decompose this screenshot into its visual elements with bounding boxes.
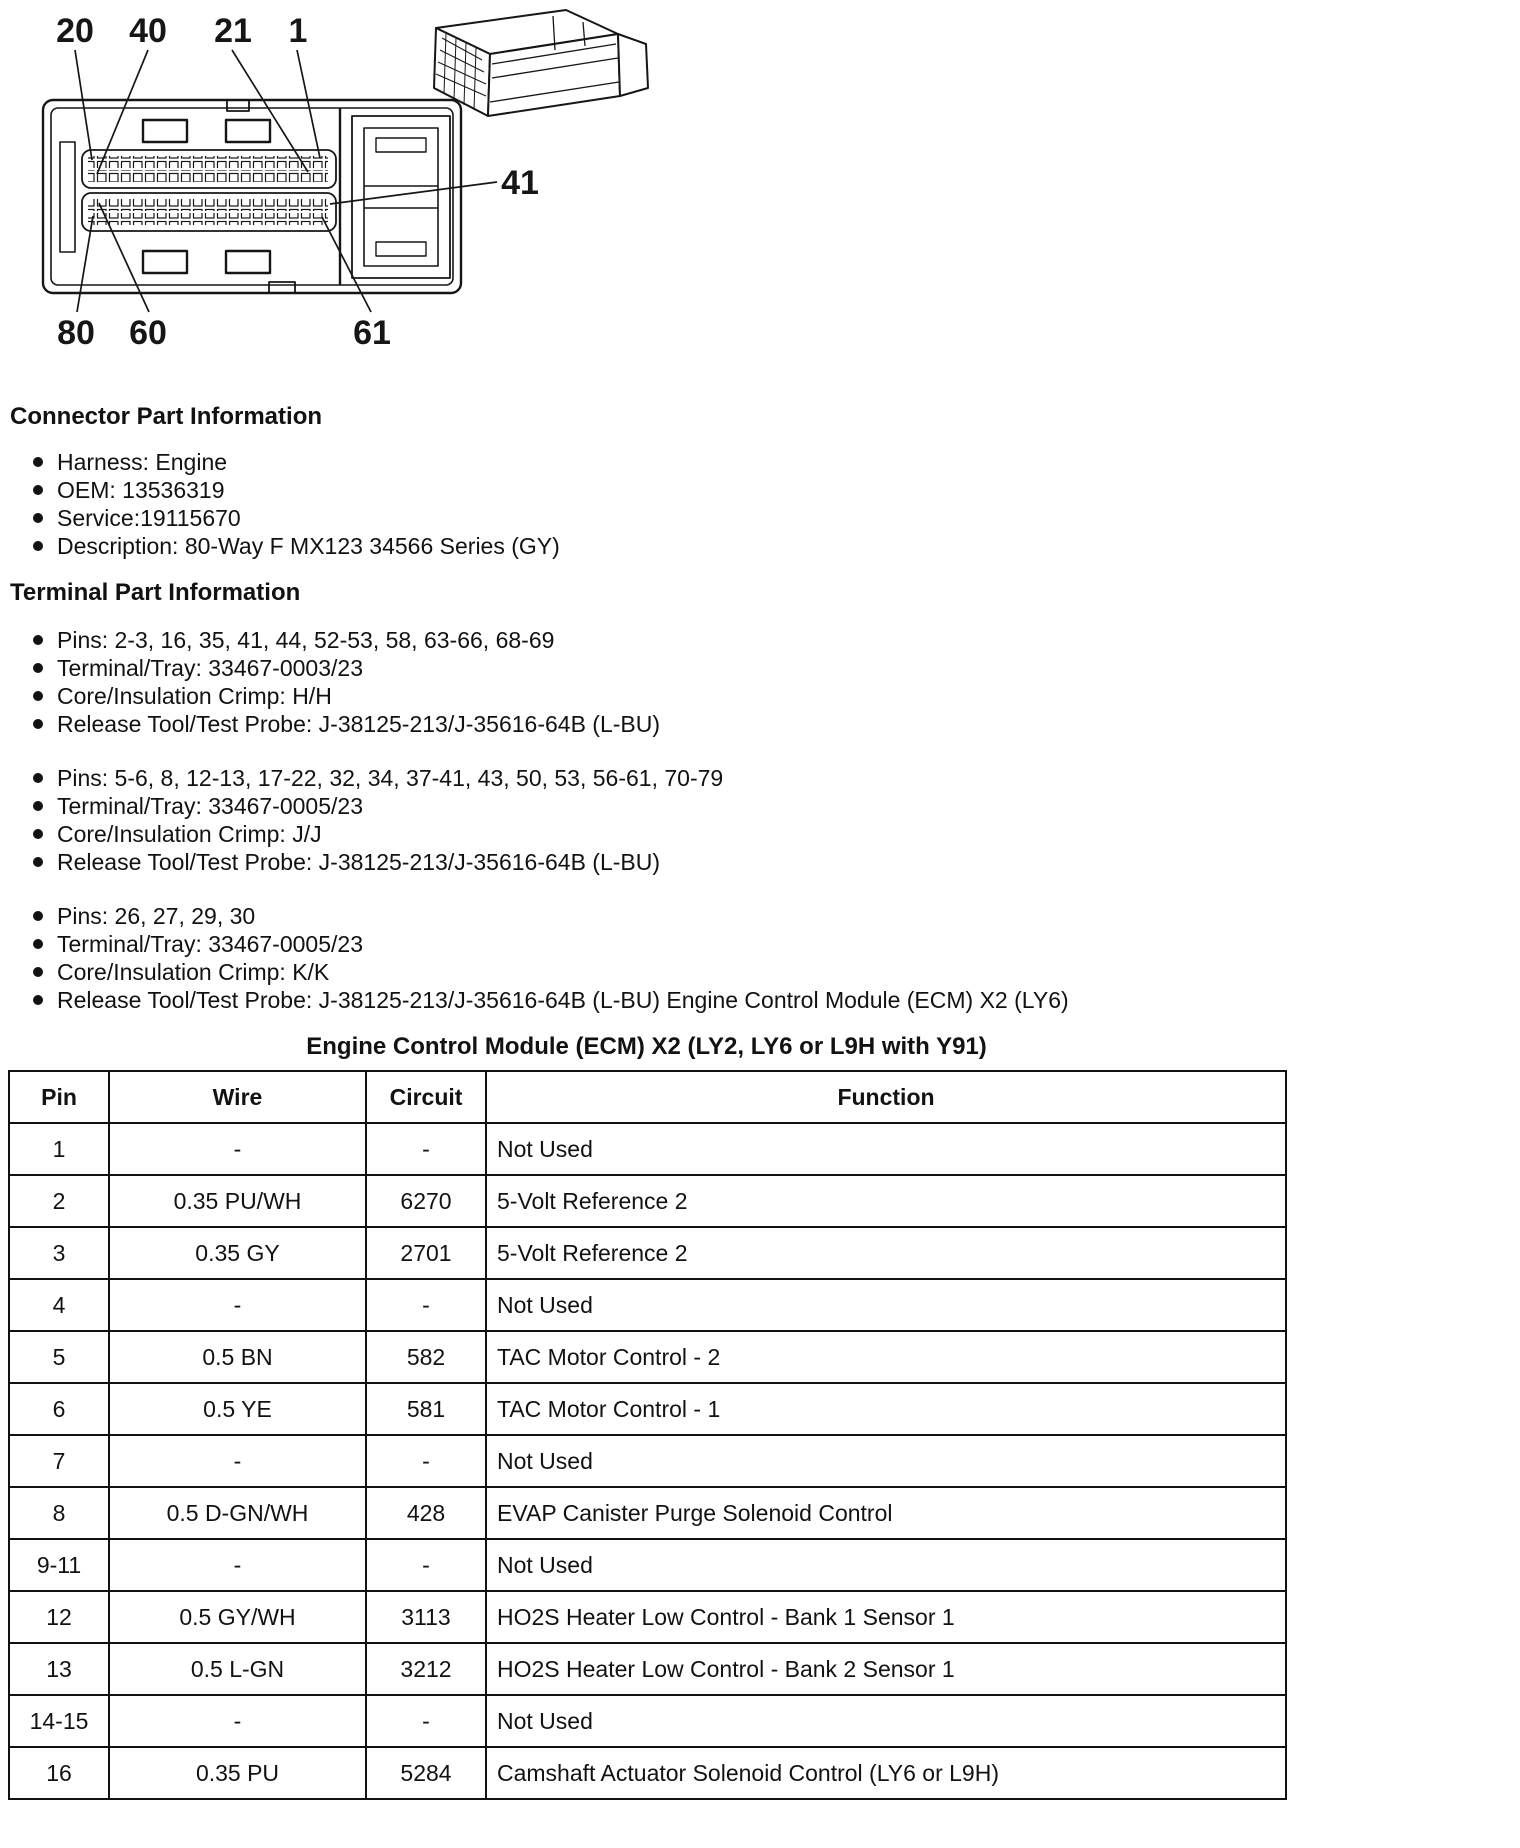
pin-callout-label: 21 [214, 12, 252, 50]
cell-function: TAC Motor Control - 2 [486, 1331, 1286, 1383]
cell-circuit: 581 [366, 1383, 486, 1435]
cell-pin: 1 [9, 1123, 109, 1175]
list-item-crimp: Core/Insulation Crimp: K/K [57, 958, 1520, 986]
connector-front-view [43, 100, 461, 293]
cell-pin: 14-15 [9, 1695, 109, 1747]
table-row [9, 1695, 1286, 1747]
header-wire: Wire [109, 1071, 366, 1123]
table-row [9, 1331, 1286, 1383]
pin-callout-label: 61 [353, 314, 391, 352]
cell-function: Not Used [486, 1123, 1286, 1175]
list-item-terminal: Terminal/Tray: 33467-0005/23 [57, 930, 1520, 958]
table-row [9, 1227, 1286, 1279]
list-item-oem: OEM: 13536319 [57, 476, 1520, 504]
cell-circuit: 5284 [366, 1747, 486, 1799]
cell-function: Not Used [486, 1695, 1286, 1747]
cell-wire: 0.5 D-GN/WH [109, 1487, 366, 1539]
ecm-pinout-table [8, 1070, 1287, 1800]
list-item-pins: Pins: 5-6, 8, 12-13, 17-22, 32, 34, 37-41, 43, 50, 53, 56-61, 70-79 [57, 764, 1520, 792]
cell-wire: - [109, 1123, 366, 1175]
cell-circuit: - [366, 1123, 486, 1175]
table-row [9, 1643, 1286, 1695]
cell-function: 5-Volt Reference 2 [486, 1175, 1286, 1227]
pin-callout-label: 20 [56, 12, 94, 50]
cell-wire: - [109, 1695, 366, 1747]
cell-circuit: - [366, 1279, 486, 1331]
terminal-info-group-3 [0, 902, 1520, 1014]
connector-info-list [0, 448, 1520, 560]
cell-circuit: - [366, 1539, 486, 1591]
cell-wire: - [109, 1539, 366, 1591]
pin-callout-label: 80 [57, 314, 95, 352]
cell-function: TAC Motor Control - 1 [486, 1383, 1286, 1435]
cell-pin: 12 [9, 1591, 109, 1643]
terminal-part-info-heading: Terminal Part Information [10, 579, 301, 606]
cell-circuit: - [366, 1695, 486, 1747]
cell-wire: 0.5 YE [109, 1383, 366, 1435]
pin-rows [88, 156, 328, 225]
list-item-crimp: Core/Insulation Crimp: J/J [57, 820, 1520, 848]
header-function: Function [486, 1071, 1286, 1123]
cell-circuit: 428 [366, 1487, 486, 1539]
cell-wire: 0.35 GY [109, 1227, 366, 1279]
cell-pin: 13 [9, 1643, 109, 1695]
connector-part-info-heading: Connector Part Information [10, 403, 323, 430]
list-item-pins: Pins: 26, 27, 29, 30 [57, 902, 1520, 930]
pin-callout-label: 1 [288, 12, 308, 50]
list-item-release-tool: Release Tool/Test Probe: J-38125-213/J-35616-64B (L-BU) [57, 710, 1520, 738]
table-title: Engine Control Module (ECM) X2 (LY2, LY6 or L9H with Y91) [306, 1033, 987, 1060]
header-circuit: Circuit [366, 1071, 486, 1123]
list-item-service: Service:19115670 [57, 504, 1520, 532]
terminal-info-group-1 [0, 626, 1520, 738]
pin-callout-label: 41 [501, 164, 539, 202]
cell-wire: - [109, 1435, 366, 1487]
cell-wire: 0.35 PU [109, 1747, 366, 1799]
connector-diagram [0, 4, 1520, 356]
cell-function: EVAP Canister Purge Solenoid Control [486, 1487, 1286, 1539]
terminal-info-group-2 [0, 764, 1520, 876]
cell-function: Not Used [486, 1279, 1286, 1331]
cell-function: HO2S Heater Low Control - Bank 2 Sensor 1 [486, 1643, 1286, 1695]
cell-pin: 5 [9, 1331, 109, 1383]
table-row [9, 1383, 1286, 1435]
list-item-description: Description: 80-Way F MX123 34566 Series (GY) [57, 532, 1520, 560]
cell-wire: 0.5 GY/WH [109, 1591, 366, 1643]
service-manual-page [0, 4, 1520, 1848]
list-item-terminal: Terminal/Tray: 33467-0003/23 [57, 654, 1520, 682]
cell-pin: 2 [9, 1175, 109, 1227]
cell-circuit: 2701 [366, 1227, 486, 1279]
cell-circuit: 6270 [366, 1175, 486, 1227]
table-row [9, 1175, 1286, 1227]
header-pin: Pin [9, 1071, 109, 1123]
cell-function: Camshaft Actuator Solenoid Control (LY6 or L9H) [486, 1747, 1286, 1799]
list-item-release-tool: Release Tool/Test Probe: J-38125-213/J-35616-64B (L-BU) [57, 848, 1520, 876]
pin-callout-label: 60 [129, 314, 167, 352]
list-item-release-tool: Release Tool/Test Probe: J-38125-213/J-35616-64B (L-BU) Engine Control Module (ECM) X2 (LY6) [57, 986, 1520, 1014]
table-row [9, 1539, 1286, 1591]
cell-pin: 9-11 [9, 1539, 109, 1591]
cell-wire: - [109, 1279, 366, 1331]
cell-pin: 8 [9, 1487, 109, 1539]
cell-function: HO2S Heater Low Control - Bank 1 Sensor 1 [486, 1591, 1286, 1643]
list-item-pins: Pins: 2-3, 16, 35, 41, 44, 52-53, 58, 63-66, 68-69 [57, 626, 1520, 654]
table-row [9, 1123, 1286, 1175]
cell-wire: 0.5 BN [109, 1331, 366, 1383]
cell-circuit: 3212 [366, 1643, 486, 1695]
cell-pin: 7 [9, 1435, 109, 1487]
table-row [9, 1591, 1286, 1643]
cell-wire: 0.5 L-GN [109, 1643, 366, 1695]
cell-pin: 3 [9, 1227, 109, 1279]
cell-circuit: - [366, 1435, 486, 1487]
pin-callout-label: 40 [129, 12, 167, 50]
cell-function: Not Used [486, 1539, 1286, 1591]
cell-function: 5-Volt Reference 2 [486, 1227, 1286, 1279]
cell-pin: 16 [9, 1747, 109, 1799]
table-row [9, 1747, 1286, 1799]
list-item-terminal: Terminal/Tray: 33467-0005/23 [57, 792, 1520, 820]
list-item-crimp: Core/Insulation Crimp: H/H [57, 682, 1520, 710]
table-row [9, 1279, 1286, 1331]
cell-circuit: 582 [366, 1331, 486, 1383]
list-item-harness: Harness: Engine [57, 448, 1520, 476]
table-row [9, 1435, 1286, 1487]
table-row [9, 1487, 1286, 1539]
table-header-row [9, 1071, 1286, 1123]
connector-3d-view [434, 10, 648, 116]
cell-wire: 0.35 PU/WH [109, 1175, 366, 1227]
cell-pin: 4 [9, 1279, 109, 1331]
cell-circuit: 3113 [366, 1591, 486, 1643]
cell-function: Not Used [486, 1435, 1286, 1487]
connector-diagram-svg [0, 4, 660, 356]
cell-pin: 6 [9, 1383, 109, 1435]
